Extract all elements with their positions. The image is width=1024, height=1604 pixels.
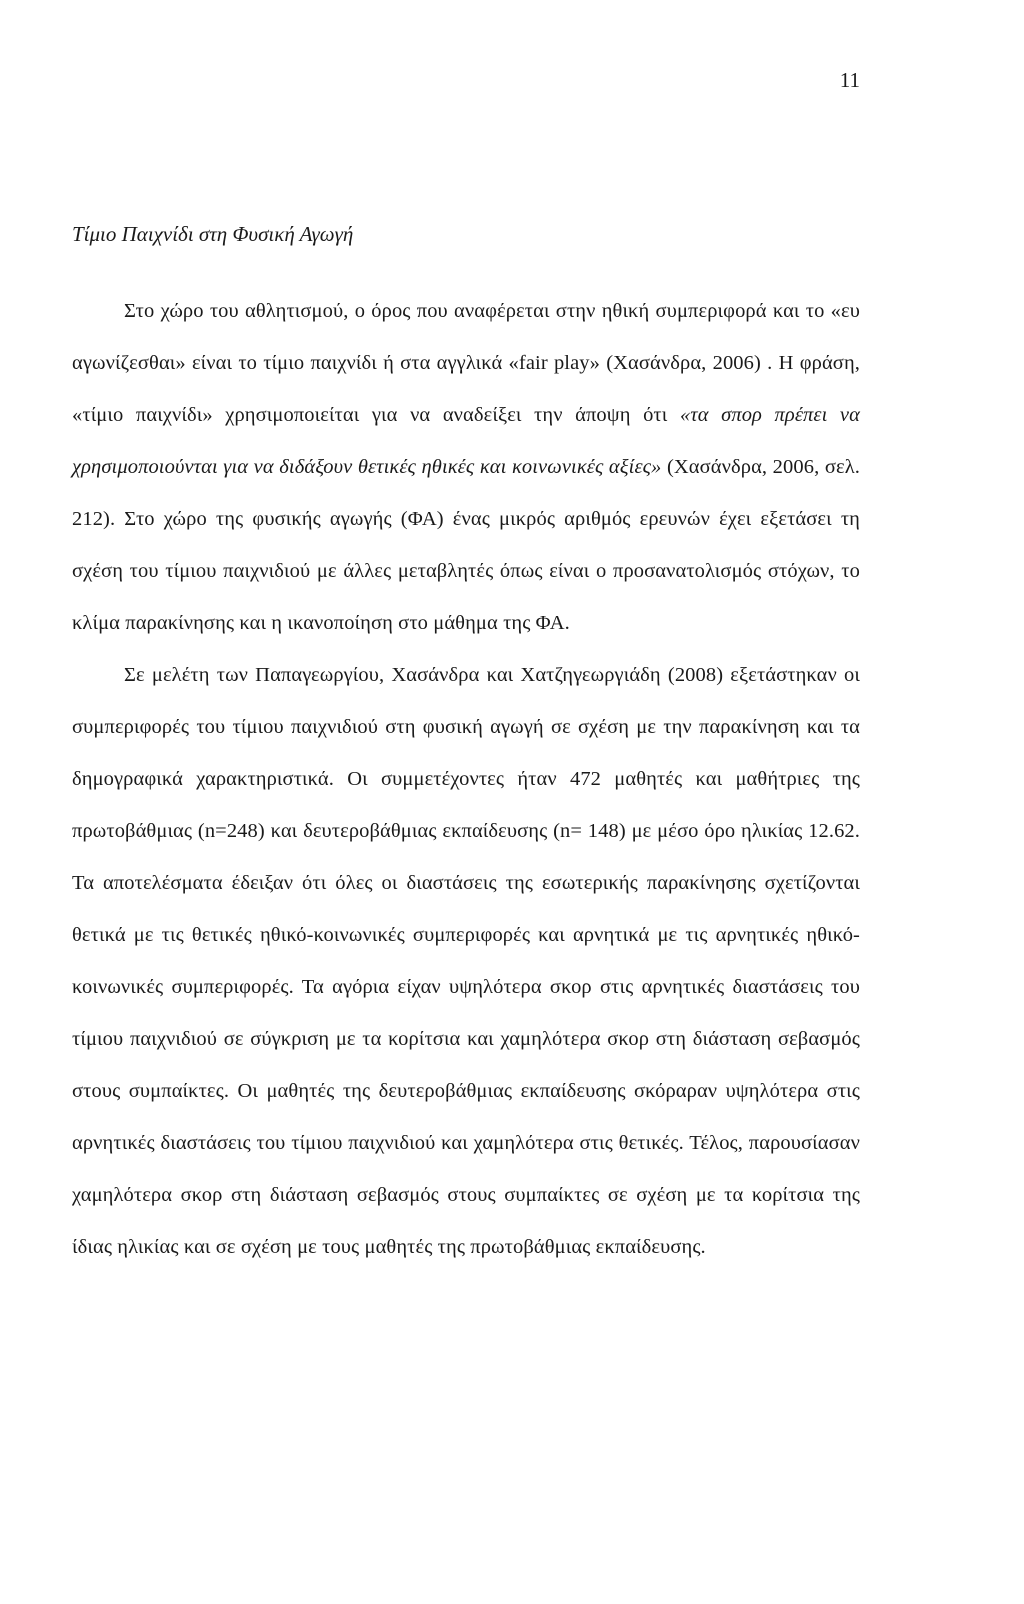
paragraph-intro-text-1: Στο χώρο του αθλητισμού, ο όρος που αναφέρεται στην ηθική συμπεριφορά και το «ευ αγωνίζεσθαι» είναι το τίμιο παιχνίδι ή στα αγγλικά «fair play» (Χασάνδρα, 2006) . Η φράση, «τίμιο παιχνίδι» χρησιμοποιείται για να αναδείξει την άποψη ότι xyxy=(72,300,860,427)
paragraph-study: Σε μελέτη των Παπαγεωργίου, Χασάνδρα και Χατζηγεωργιάδη (2008) εξετάστηκαν οι συμπεριφορές του τίμιου παιχνιδιού στη φυσική αγωγή σε σχέση με την παρακίνηση και τα δημογραφικά χαρακτηριστικά. Οι συμμετέχοντες ήταν 472 μαθητές και μαθήτριες της πρωτοβάθμιας (n=248) και δευτεροβάθμιας εκπαίδευσης (n= 148) με μέσο όρο ηλικίας 12.62. Τα αποτελέσματα έδειξαν ότι όλες οι διαστάσεις της εσωτερικής παρακίνησης σχετίζονται θετικά με τις θετικές ηθικό-κοινωνικές συμπεριφορές και αρνητικά με τις αρνητικές ηθικό-κοινωνικές συμπεριφορές. Τα αγόρια είχαν υψηλότερα σκορ στις αρνητικές διαστάσεις του τίμιου παιχνιδιού σε σύγκριση με τα κορίτσια και χαμηλότερα σκορ στη διάσταση σεβασμός στους συμπαίκτες. Οι μαθητές της δευτεροβάθμιας εκπαίδευσης σκόραραν υψηλότερα στις αρνητικές διαστάσεις του τίμιου παιχνιδιού και χαμηλότερα στις θετικές. Τέλος, παρουσίασαν χαμηλότερα σκορ στη διάσταση σεβασμός στους συμπαίκτες σε σχέση με τα κορίτσια της ίδιας ηλικίας και σε σχέση με τους μαθητές της πρωτοβάθμιας εκπαίδευσης. xyxy=(72,664,860,1259)
section-heading: Τίμιο Παιχνίδι στη Φυσική Αγωγή xyxy=(72,222,354,246)
paragraph-intro-text-2: (Χασάνδρα, 2006, σελ. 212). Στο χώρο της φυσικής αγωγής (ΦΑ) ένας μικρός αριθμός ερευνών έχει εξετάσει τη σχέση του τίμιου παιχνιδιού με άλλες μεταβλητές όπως είναι ο προσανατολισμός στόχων, το κλίμα παρακίνησης και η ικανοποίηση στο μάθημα της ΦΑ. xyxy=(72,456,860,635)
paragraph-intro xyxy=(72,285,860,649)
document-body xyxy=(72,222,860,1273)
page-number: 11 xyxy=(839,68,860,92)
quoted-phrase: «τα σπορ πρέπει να χρησιμοποιούνται για να διδάξουν θετικές ηθικές και κοινωνικές αξίες» xyxy=(72,404,860,479)
